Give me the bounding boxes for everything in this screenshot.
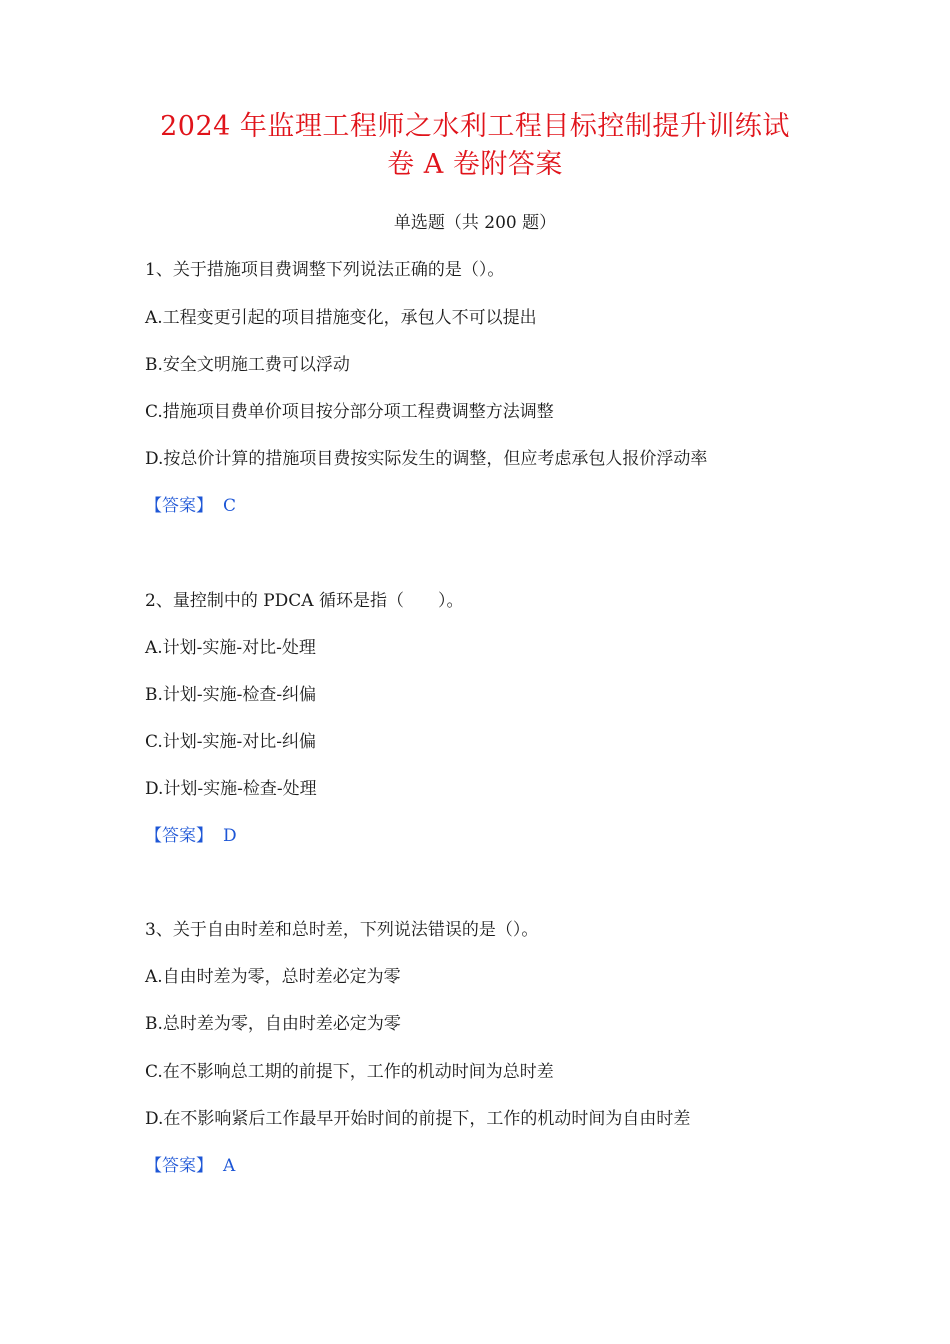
answer-value: A: [223, 1156, 236, 1176]
option-a: A.工程变更引起的项目措施变化，承包人不可以提出: [145, 308, 537, 328]
answer-line: [145, 821, 237, 851]
option-d: D.按总价计算的措施项目费按实际发生的调整，但应考虑承包人报价浮动率: [145, 449, 708, 469]
option-c: C.措施项目费单价项目按分部分项工程费调整方法调整: [145, 402, 554, 422]
option-d: D.在不影响紧后工作最早开始时间的前提下，工作的机动时间为自由时差: [145, 1109, 691, 1129]
option-d: D.计划-实施-检查-处理: [145, 779, 317, 799]
option-b: B.总时差为零，自由时差必定为零: [145, 1014, 401, 1034]
answer-line: [145, 491, 236, 521]
question-stem: 2、量控制中的 PDCA 循环是指（ ）。: [145, 591, 464, 611]
option-c: C.在不影响总工期的前提下，工作的机动时间为总时差: [145, 1062, 554, 1082]
option-c: C.计划-实施-对比-纠偏: [145, 732, 317, 752]
option-a: A.自由时差为零，总时差必定为零: [145, 967, 401, 987]
document-title: [120, 108, 830, 184]
option-a: A.计划-实施-对比-处理: [145, 638, 316, 658]
title-line-1: 2024 年监理工程师之水利工程目标控制提升训练试: [160, 111, 790, 142]
answer-label: 【答案】: [145, 1156, 213, 1176]
answer-label: 【答案】: [145, 496, 213, 516]
question-stem: 3、关于自由时差和总时差，下列说法错误的是（）。: [145, 920, 539, 940]
answer-label: 【答案】: [145, 826, 213, 846]
answer-value: C: [223, 496, 237, 516]
section-heading: 单选题（共 200 题）: [393, 213, 557, 233]
answer-line: [145, 1151, 235, 1181]
title-line-2: 卷 A 卷附答案: [387, 149, 563, 180]
question-stem: 1、关于措施项目费调整下列说法正确的是（）。: [145, 260, 505, 280]
option-b: B.计划-实施-检查-纠偏: [145, 685, 317, 705]
option-b: B.安全文明施工费可以浮动: [145, 355, 350, 375]
answer-value: D: [223, 826, 237, 846]
